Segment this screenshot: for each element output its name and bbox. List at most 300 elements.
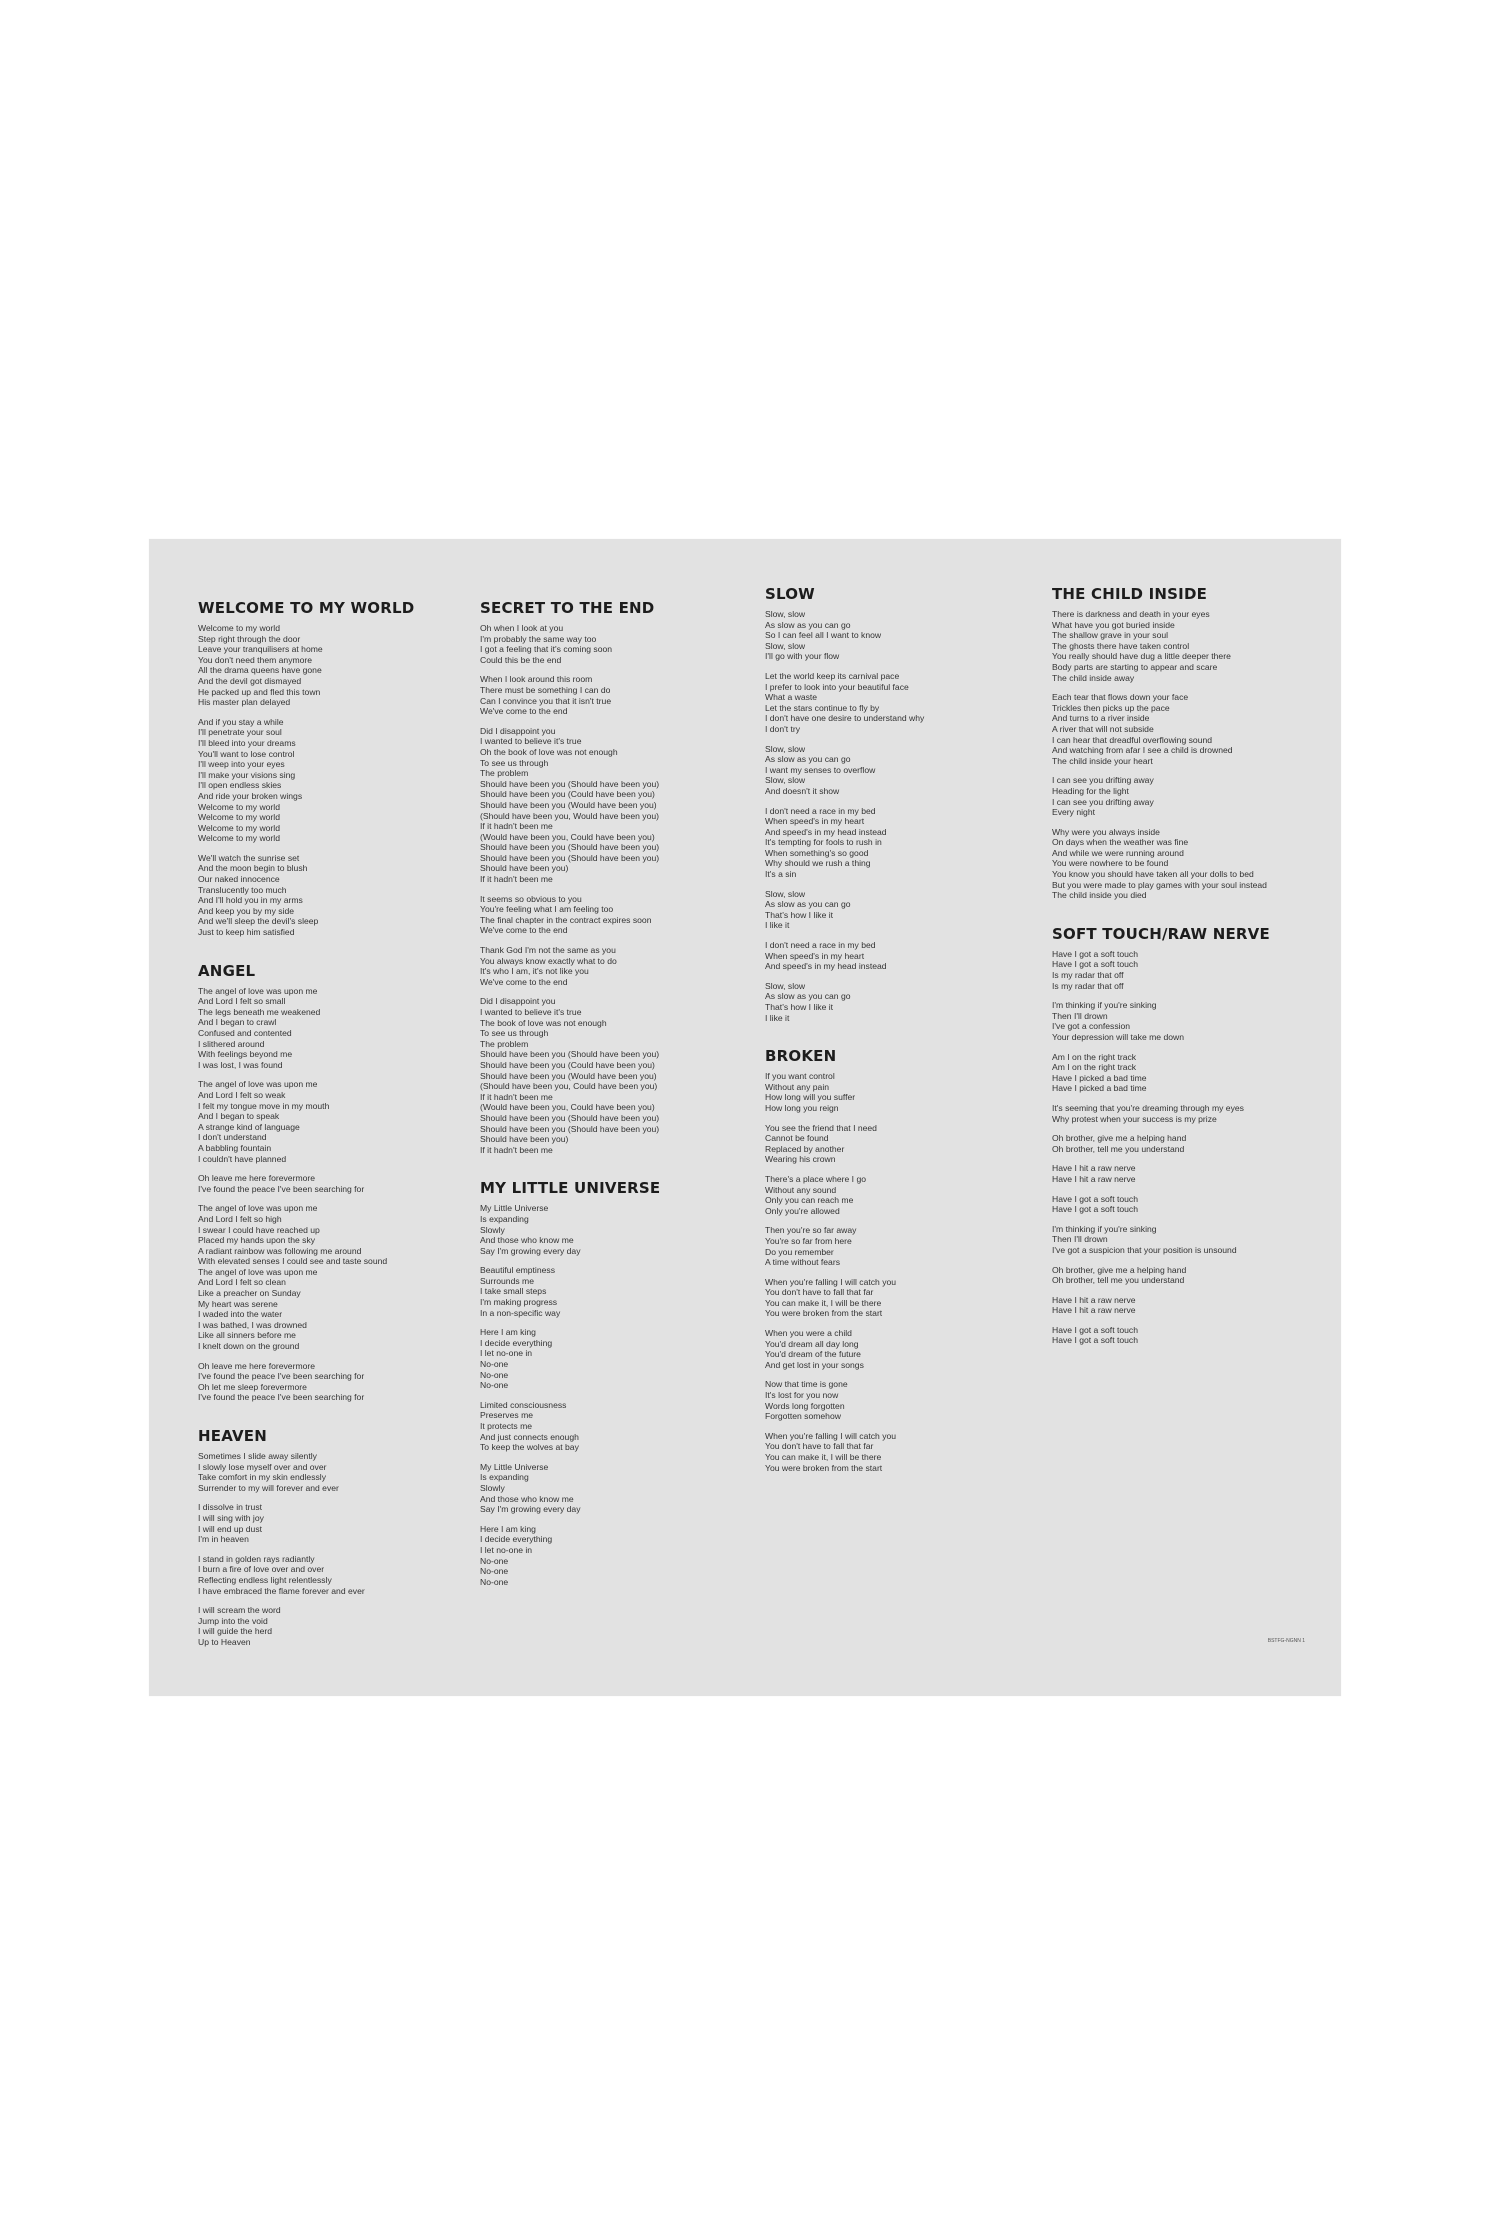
lyric-line: Say I'm growing every day (480, 1245, 581, 1256)
lyric-line: The angel of love was upon me (198, 985, 318, 996)
lyric-line: Oh leave me here forevermore (198, 1173, 316, 1184)
lyric-line: Here I am king (480, 1523, 536, 1534)
lyric-line: That's how I like it (765, 909, 834, 920)
lyric-stanza (480, 674, 745, 716)
lyric-line: I stand in golden rays radiantly (198, 1553, 315, 1564)
lyric-line: I've found the peace I've been searching for (198, 1392, 365, 1403)
lyric-line: When speed's in my heart (765, 816, 865, 827)
lyric-line: Should have been you) (480, 863, 569, 874)
lyric-line: Oh brother, tell me you understand (1052, 1275, 1185, 1286)
lyric-line: Let the world keep its carnival pace (765, 670, 900, 681)
lyric-stanza (198, 1605, 463, 1647)
song-block (198, 599, 463, 938)
lyric-line: To see us through (480, 1028, 549, 1039)
lyric-line: And I began to speak (198, 1111, 280, 1122)
lyric-line: No-one (480, 1555, 509, 1566)
lyric-line: And Lord I felt so clean (198, 1277, 286, 1288)
lyric-line: Slow, slow (765, 888, 806, 899)
lyric-stanza (480, 1327, 745, 1391)
lyric-line: Wearing his crown (765, 1154, 836, 1165)
lyric-line: My heart was serene (198, 1298, 278, 1309)
lyric-line: And I'll hold you in my arms (198, 895, 303, 906)
lyric-line: I'm thinking if you're sinking (1052, 1000, 1157, 1011)
lyric-line: Have I got a soft touch (1052, 1204, 1138, 1215)
song-title: BROKEN (765, 1047, 837, 1066)
lyric-line: You can make it, I will be there (765, 1452, 882, 1462)
lyric-line: Surrender to my will forever and ever (198, 1482, 339, 1493)
lyric-line: Have I hit a raw nerve (1052, 1305, 1136, 1316)
lyric-line: But you were made to play games with your soul instead (1052, 879, 1267, 890)
lyric-line: If you want control (765, 1071, 835, 1082)
lyric-line: As slow as you can go (765, 899, 851, 910)
lyric-line: Have I picked a bad time (1052, 1083, 1147, 1094)
lyric-line: Body parts are starting to appear and scare (1052, 661, 1218, 672)
lyric-line: Oh brother, tell me you understand (1052, 1143, 1185, 1154)
lyric-stanza (1052, 1295, 1317, 1316)
lyric-line: Then you're so far away (765, 1225, 857, 1236)
lyric-line: The shallow grave in your soul (1052, 630, 1169, 641)
lyric-stanza (1052, 1265, 1317, 1286)
lyric-line: You were broken from the start (765, 1308, 883, 1319)
lyric-line: Say I'm growing every day (480, 1504, 581, 1515)
lyric-line: Preserves me (480, 1410, 534, 1421)
lyric-line: Replaced by another (765, 1143, 845, 1154)
lyric-line: The angel of love was upon me (198, 1203, 318, 1214)
lyric-line: I swear I could have reached up (198, 1224, 320, 1235)
lyric-stanza (1052, 609, 1317, 683)
lyric-line: You'll want to lose control (198, 748, 295, 759)
lyric-line: I wanted to believe it's true (480, 1007, 582, 1017)
lyric-line: As slow as you can go (765, 754, 851, 765)
lyric-line: And those who know me (480, 1493, 574, 1504)
lyric-stanza (198, 853, 463, 938)
lyric-line: And turns to a river inside (1052, 713, 1150, 724)
lyric-line: And keep you by my side (198, 905, 295, 916)
lyric-line: Your depression will take me down (1052, 1032, 1185, 1042)
lyric-line: I will scream the word (198, 1605, 281, 1616)
lyric-line: Oh brother, give me a helping hand (1052, 1264, 1187, 1275)
song-block (765, 585, 1030, 1023)
lyric-line: And speed's in my head instead (765, 961, 887, 972)
lyric-line: Only you're allowed (765, 1205, 840, 1216)
catalog-number: BSTFG-NGNN 1 (1267, 1638, 1305, 1644)
lyric-line: You know you should have taken all your dolls to bed (1052, 869, 1254, 880)
lyric-line: And Lord I felt so weak (198, 1089, 286, 1100)
lyric-line: I've found the peace I've been searching for (198, 1371, 365, 1382)
lyric-line: When you were a child (765, 1328, 852, 1339)
lyric-stanza (1052, 1224, 1317, 1256)
lyric-line: To keep the wolves at bay (480, 1442, 579, 1453)
lyric-line: Is expanding (480, 1472, 529, 1483)
lyric-stanza (198, 1079, 463, 1164)
lyric-line: Welcome to my world (198, 833, 280, 844)
lyric-line: I don't need a race in my bed (765, 805, 876, 816)
song-title: SECRET TO THE END (480, 599, 655, 617)
lyric-line: There is darkness and death in your eyes (1052, 609, 1210, 619)
lyric-line: Should have been you (Should have been you) (480, 842, 660, 853)
lyric-line: You were nowhere to be found (1052, 858, 1169, 869)
lyric-line: There must be something I can do (480, 684, 611, 695)
lyric-line: Each tear that flows down your face (1052, 692, 1189, 703)
lyric-line: I felt my tongue move in my mouth (198, 1100, 330, 1111)
lyric-line: In a non-specific way (480, 1307, 561, 1318)
lyric-line: Do you remember (765, 1246, 834, 1257)
lyric-line: If it hadn't been me (480, 874, 553, 885)
lyric-line: (Should have been you, Would have been you) (480, 810, 660, 821)
lyric-line: Should have been you (Could have been you) (480, 1059, 655, 1070)
lyric-line: Welcome to my world (198, 623, 280, 633)
lyric-line: Oh let me sleep forevermore (198, 1381, 307, 1392)
lyric-line: I got a feeling that it's coming soon (480, 644, 613, 655)
lyric-line: Cannot be found (765, 1133, 829, 1144)
lyric-line: Welcome to my world (198, 812, 280, 823)
lyric-line: Limited consciousness (480, 1399, 567, 1410)
lyric-line: Oh leave me here forevermore (198, 1360, 316, 1371)
lyric-stanza (1052, 827, 1317, 901)
lyric-line: Slow, slow (765, 775, 806, 786)
lyric-line: What have you got buried inside (1052, 619, 1175, 630)
lyric-stanza (1052, 1052, 1317, 1094)
lyric-stanza (1052, 775, 1317, 817)
lyric-line: I'll weep into your eyes (198, 759, 285, 770)
lyric-line: And ride your broken wings (198, 790, 303, 801)
lyric-line: I take small steps (480, 1286, 547, 1297)
lyric-line: Is expanding (480, 1213, 529, 1224)
lyric-line: Should have been you) (480, 1134, 569, 1145)
lyrics-column-4 (1052, 585, 1317, 1370)
lyric-line: I've found the peace I've been searching for (198, 1183, 365, 1194)
lyric-line: Our naked innocence (198, 874, 280, 885)
lyric-line: Have I got a soft touch (1052, 1324, 1138, 1335)
lyric-line: Jump into the void (198, 1615, 268, 1626)
lyric-line: Slow, slow (765, 743, 806, 754)
lyric-line: Up to Heaven (198, 1636, 251, 1647)
lyric-line: Have I got a soft touch (1052, 1193, 1138, 1204)
lyric-line: No-one (480, 1576, 509, 1587)
song-block (765, 1047, 1030, 1473)
lyric-line: Slow, slow (765, 640, 806, 651)
lyric-line: I will guide the herd (198, 1626, 273, 1637)
lyric-line: On days when the weather was fine (1052, 837, 1189, 848)
lyric-stanza (765, 806, 1030, 880)
lyric-line: Just to keep him satisfied (198, 927, 295, 938)
lyric-line: If it hadn't been me (480, 1091, 553, 1102)
lyric-line: His master plan delayed (198, 697, 291, 708)
lyric-line: Heading for the light (1052, 785, 1129, 796)
lyric-line: I knelt down on the ground (198, 1341, 300, 1352)
lyric-line: Welcome to my world (198, 801, 280, 812)
lyric-line: With feelings beyond me (198, 1049, 293, 1060)
lyric-line: Without any pain (765, 1081, 830, 1092)
lyric-line: A radiant rainbow was following me around (198, 1245, 362, 1256)
lyric-line: Slowly (480, 1224, 505, 1235)
song-block (1052, 585, 1317, 901)
song-title: ANGEL (198, 961, 256, 980)
lyric-line: I'll go with your flow (765, 651, 840, 662)
lyric-line: Did I disappoint you (480, 725, 556, 736)
lyric-line: I have embraced the flame forever and ever (198, 1585, 365, 1596)
lyric-line: You're so far from here (765, 1235, 852, 1246)
lyric-stanza (765, 744, 1030, 797)
lyric-line: No-one (480, 1566, 509, 1577)
lyric-line: Words long forgotten (765, 1400, 845, 1411)
lyric-line: I slowly lose myself over and over (198, 1461, 327, 1472)
lyric-line: As slow as you can go (765, 619, 851, 630)
lyric-stanza (480, 1265, 745, 1318)
lyric-stanza (480, 1203, 745, 1256)
lyric-line: I don't need a race in my bed (765, 940, 876, 951)
lyric-line: Should have been you (Should have been you) (480, 1112, 660, 1123)
lyric-stanza (765, 1225, 1030, 1267)
lyric-line: You can make it, I will be there (765, 1297, 882, 1308)
lyric-line: Forgotten somehow (765, 1411, 841, 1422)
lyric-line: That's how I like it (765, 1002, 834, 1012)
lyric-line: Sometimes I slide away silently (198, 1451, 317, 1461)
lyric-line: Am I on the right track (1052, 1062, 1137, 1073)
lyric-line: I'm in heaven (198, 1534, 249, 1545)
lyric-line: Take comfort in my skin endlessly (198, 1472, 326, 1483)
lyric-line: I wanted to believe it's true (480, 736, 582, 747)
lyric-line: A strange kind of language (198, 1121, 300, 1132)
lyric-line: (Would have been you, Could have been you) (480, 1102, 655, 1113)
lyric-stanza (480, 726, 745, 885)
song-block (480, 1179, 745, 1587)
lyric-line: Oh the book of love was not enough (480, 746, 618, 757)
lyric-line: We've come to the end (480, 976, 568, 987)
lyric-line: When you're falling I will catch you (765, 1276, 897, 1287)
lyric-line: I burn a fire of love over and over (198, 1564, 325, 1575)
lyric-line: And I began to crawl (198, 1017, 277, 1028)
lyric-line: Should have been you (Could have been you) (480, 789, 655, 800)
lyric-line: (Should have been you, Could have been you) (480, 1081, 658, 1092)
lyric-line: Should have been you (Should have been you) (480, 852, 660, 863)
lyric-line: He packed up and fled this town (198, 686, 321, 697)
lyric-stanza (765, 1123, 1030, 1165)
lyric-line: I don't understand (198, 1132, 267, 1143)
lyric-line: The ghosts there have taken control (1052, 640, 1190, 651)
lyric-line: A river that will not subside (1052, 723, 1154, 734)
lyric-line: Translucently too much (198, 884, 287, 895)
lyric-line: Have I hit a raw nerve (1052, 1163, 1136, 1174)
lyric-stanza (765, 1174, 1030, 1216)
lyric-stanza (1052, 1194, 1317, 1215)
lyric-line: I'll bleed into your dreams (198, 737, 296, 748)
lyric-line: Have I hit a raw nerve (1052, 1294, 1136, 1305)
lyric-line: There's a place where I go (765, 1173, 867, 1184)
lyric-line: Should have been you (Should have been you) (480, 1049, 660, 1060)
lyric-line: I've got a confession (1052, 1021, 1131, 1032)
lyric-stanza (198, 1554, 463, 1596)
lyric-line: What a waste (765, 692, 818, 703)
lyric-line: I will sing with joy (198, 1512, 264, 1523)
lyric-line: And doesn't it show (765, 785, 840, 796)
lyrics-column-1 (198, 599, 463, 1672)
song-title: MY LITTLE UNIVERSE (480, 1179, 661, 1198)
lyric-line: The child inside your heart (1052, 755, 1153, 766)
lyric-line: If it hadn't been me (480, 821, 553, 832)
lyric-line: Every night (1052, 807, 1095, 818)
lyric-line: Surrounds me (480, 1275, 534, 1286)
lyric-line: And get lost in your songs (765, 1359, 864, 1370)
lyrics-column-3 (765, 585, 1030, 1497)
lyric-line: A time without fears (765, 1257, 840, 1268)
lyric-line: I will end up dust (198, 1523, 263, 1534)
lyric-line: So I can feel all I want to know (765, 630, 882, 641)
lyric-line: I waded into the water (198, 1309, 283, 1320)
lyrics-column-2 (480, 599, 745, 1611)
lyric-line: I prefer to look into your beautiful face (765, 681, 909, 692)
lyric-line: I'm thinking if you're sinking (1052, 1223, 1157, 1234)
lyric-line: A babbling fountain (198, 1142, 272, 1153)
lyric-stanza (480, 1400, 745, 1453)
lyric-line: Thank God I'm not the same as you (480, 945, 616, 956)
lyric-line: Could this be the end (480, 654, 562, 665)
lyric-line: Why protest when your success is my prize (1052, 1113, 1217, 1124)
lyric-line: Have I got a soft touch (1052, 959, 1138, 970)
lyric-line: I'll make your visions sing (198, 769, 296, 780)
lyric-stanza (1052, 1000, 1317, 1042)
lyric-stanza (480, 996, 745, 1155)
lyric-line: How long will you suffer (765, 1092, 856, 1103)
lyric-line: We'll watch the sunrise set (198, 852, 300, 863)
lyric-line: I don't try (765, 723, 801, 734)
lyric-line: Should have been you (Would have been you) (480, 799, 657, 810)
song-title: THE CHILD INSIDE (1052, 585, 1208, 603)
lyric-line: It's tempting for fools to rush in (765, 837, 882, 848)
lyric-stanza (198, 717, 463, 844)
lyric-line: We've come to the end (480, 706, 568, 717)
lyric-line: Now that time is gone (765, 1379, 848, 1390)
lyric-sheet (149, 539, 1341, 1696)
lyric-stanza (765, 1277, 1030, 1319)
lyric-line: The book of love was not enough (480, 1017, 607, 1028)
lyric-line: I'll open endless skies (198, 780, 282, 791)
lyric-line: You always know exactly what to do (480, 955, 617, 966)
lyric-line: I decide everything (480, 1337, 553, 1348)
lyric-line: When something's so good (765, 847, 869, 858)
lyric-line: I was lost, I was found (198, 1059, 283, 1070)
lyric-line: You're feeling what I am feeling too (480, 904, 614, 915)
lyric-line: All the drama queens have gone (198, 665, 322, 676)
lyric-line: You were broken from the start (765, 1462, 883, 1473)
lyric-stanza (1052, 1325, 1317, 1346)
lyric-line: You don't need them anymore (198, 654, 313, 665)
lyric-line: I can see you drifting away (1052, 775, 1154, 786)
lyric-line: When I look around this room (480, 674, 593, 685)
lyric-line: It's seeming that you're dreaming through my eyes (1052, 1102, 1244, 1113)
lyric-stanza (480, 945, 745, 987)
lyric-line: I let no-one in (480, 1544, 533, 1555)
lyric-line: I like it (765, 1012, 790, 1023)
lyric-line: We've come to the end (480, 925, 568, 936)
lyric-line: Am I on the right track (1052, 1051, 1137, 1062)
song-block (198, 962, 463, 1403)
lyric-stanza (1052, 692, 1317, 766)
lyric-stanza (198, 1502, 463, 1544)
lyric-line: With elevated senses I could see and taste sound (198, 1256, 388, 1267)
lyric-stanza (198, 623, 463, 708)
lyric-stanza (765, 1071, 1030, 1113)
lyric-line: The child inside you died (1052, 890, 1147, 901)
lyric-stanza (765, 1431, 1030, 1473)
lyric-line: Should have been you (Would have been you) (480, 1070, 657, 1081)
lyric-line: Trickles then picks up the pace (1052, 702, 1170, 713)
lyric-line: Slow, slow (765, 609, 806, 619)
lyric-line: As slow as you can go (765, 991, 851, 1002)
lyric-line: Slow, slow (765, 980, 806, 991)
lyric-stanza (765, 1379, 1030, 1421)
lyric-line: The problem (480, 768, 529, 779)
lyric-line: Is my radar that off (1052, 970, 1124, 981)
lyric-line: And speed's in my head instead (765, 826, 887, 837)
lyric-line: And those who know me (480, 1235, 574, 1246)
lyric-line: My Little Universe (480, 1203, 549, 1214)
lyric-line: And while we were running around (1052, 847, 1184, 858)
lyric-line: I let no-one in (480, 1348, 533, 1359)
lyric-line: Should have been you (Should have been you) (480, 778, 660, 789)
lyric-line: I've got a suspicion that your position is unsound (1052, 1244, 1237, 1255)
lyric-line: The angel of love was upon me (198, 1266, 318, 1277)
lyric-line: Why were you always inside (1052, 826, 1160, 837)
song-title: SLOW (765, 585, 815, 603)
lyric-line: The final chapter in the contract expires soon (480, 914, 652, 925)
lyric-line: I decide everything (480, 1534, 553, 1545)
lyric-line: And the moon begin to blush (198, 863, 308, 874)
lyric-line: Is my radar that off (1052, 980, 1124, 991)
lyric-line: It's who I am, it's not like you (480, 966, 589, 977)
lyric-line: And watching from afar I see a child is drowned (1052, 745, 1233, 756)
lyric-line: Have I hit a raw nerve (1052, 1173, 1136, 1184)
lyric-line: Should have been you (Should have been you) (480, 1123, 660, 1134)
lyric-line: Only you can reach me (765, 1195, 854, 1206)
lyric-line: I couldn't have planned (198, 1153, 287, 1164)
lyric-line: Leave your tranquilisers at home (198, 644, 323, 655)
lyric-line: You'd dream of the future (765, 1349, 861, 1360)
lyric-stanza (198, 1451, 463, 1493)
lyric-stanza (765, 1328, 1030, 1370)
lyric-line: Why should we rush a thing (765, 858, 871, 869)
lyric-line: I'm probably the same way too (480, 633, 597, 644)
lyric-line: I dissolve in trust (198, 1502, 262, 1513)
lyric-stanza (480, 623, 745, 665)
song-block (198, 1427, 463, 1648)
lyric-line: No-one (480, 1380, 509, 1391)
lyric-line: I can see you drifting away (1052, 796, 1154, 807)
lyric-line: Like all sinners before me (198, 1330, 296, 1341)
lyric-line: Slowly (480, 1482, 505, 1493)
song-title: WELCOME TO MY WORLD (198, 599, 415, 617)
song-block (480, 599, 745, 1155)
lyric-stanza (198, 1173, 463, 1194)
lyric-line: And we'll sleep the devil's sleep (198, 916, 319, 927)
lyric-line: No-one (480, 1359, 509, 1370)
lyric-stanza (480, 894, 745, 936)
lyric-line: And just connects enough (480, 1431, 579, 1442)
lyric-stanza (1052, 1103, 1317, 1124)
lyric-line: Without any sound (765, 1184, 837, 1195)
lyric-line: And the devil got dismayed (198, 675, 302, 686)
lyric-line: I slithered around (198, 1038, 265, 1049)
lyric-line: Then I'll drown (1052, 1010, 1108, 1021)
lyric-line: Reflecting endless light relentlessly (198, 1574, 332, 1585)
lyric-line: It's a sin (765, 869, 797, 880)
lyric-line: And if you stay a while (198, 716, 284, 727)
lyric-stanza (765, 889, 1030, 931)
lyric-line: Have I picked a bad time (1052, 1072, 1147, 1083)
song-title: SOFT TOUCH/RAW NERVE (1052, 924, 1270, 943)
lyric-line: How long you reign (765, 1102, 839, 1113)
lyric-line: It protects me (480, 1421, 533, 1431)
